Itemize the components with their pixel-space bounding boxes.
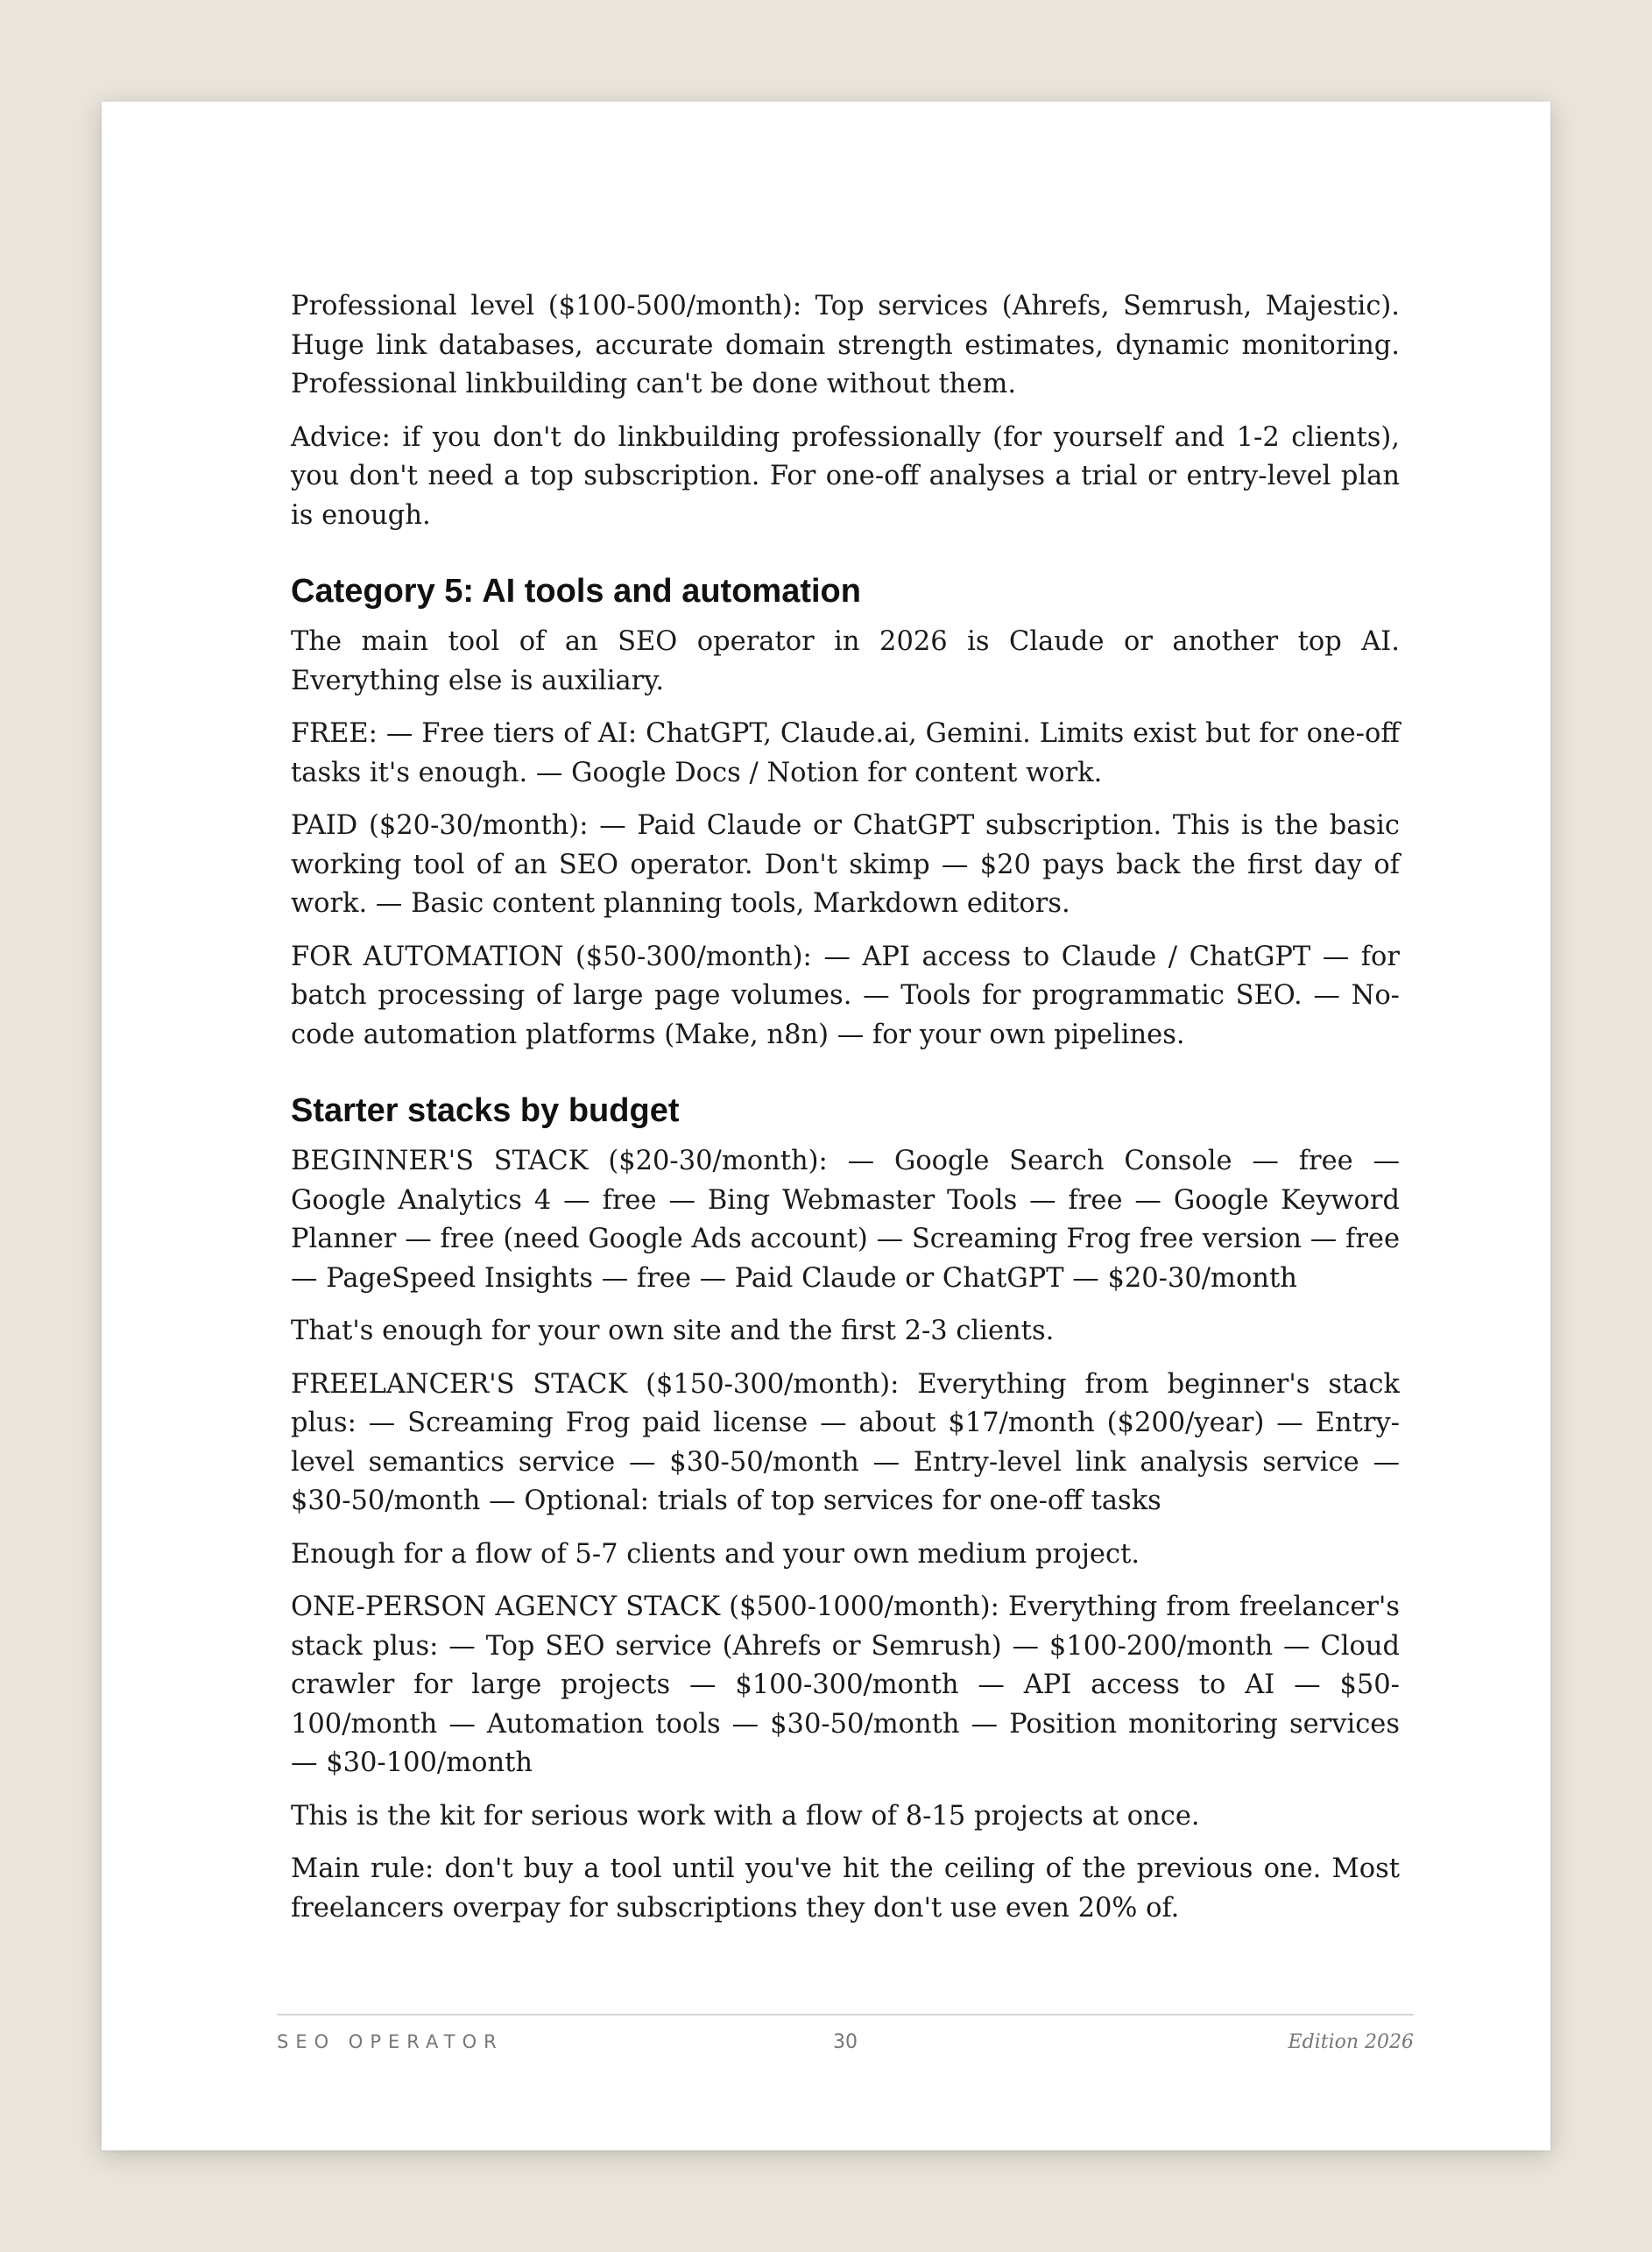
- paragraph-beginner-stack: BEGINNER'S STACK ($20-30/month): — Google Search Console — free — Google Analytics 4 — free — Bing Webmaster Tools — free — Google Keyword Planner — free (need Google Ads account) — Screaming Frog free version — free — PageSpeed Insights — free — Paid Claude or ChatGPT — $20-30/month: [291, 1146, 1400, 1294]
- paragraph-freelancer-note: Enough for a flow of 5-7 clients and your own medium project.: [291, 1538, 1140, 1570]
- paragraph-beginner-note: That's enough for your own site and the first 2-3 clients.: [291, 1316, 1055, 1346]
- paragraph-main-tool: The main tool of an SEO operator in 2026 is Claude or another top AI. Everything else is auxiliary.: [291, 626, 1400, 696]
- paragraph-free-ai: FREE: — Free tiers of AI: ChatGPT, Claude.ai, Gemini. Limits exist but for one-off tasks it's enough. — Google Docs / Notion for content work.: [291, 718, 1400, 788]
- footer-book-title: SEO OPERATOR: [277, 2031, 504, 2052]
- paragraph-professional-level: Professional level ($100-500/month): Top services (Ahrefs, Semrush, Majestic). Huge link databases, accurate domain strength estimates, dynamic monitoring. Professional linkbuilding can't be done without them.: [291, 291, 1400, 399]
- paragraph-agency-note: This is the kit for serious work with a flow of 8-15 projects at once.: [291, 1800, 1200, 1832]
- paragraph-freelancer-stack: FREELANCER'S STACK ($150-300/month): Everything from beginner's stack plus: — Screaming Frog paid license — about $17/month ($200/year) — Entry-level semantics service — $30-50/month — Entry-level link analysis service — $30-50/month — Optional: trials of top services for one-off tasks: [291, 1368, 1400, 1516]
- page-content: [291, 287, 1400, 1942]
- page-footer: [277, 2031, 1414, 2066]
- paragraph-automation: FOR AUTOMATION ($50-300/month): — API access to Claude / ChatGPT — for batch processing of large page volumes. — Tools for programmatic SEO. — No-code automation platforms (Make, n8n) — for your own pipelines.: [291, 941, 1400, 1050]
- heading-category-5: Category 5: AI tools and automation: [291, 573, 861, 610]
- paragraph-agency-stack: ONE-PERSON AGENCY STACK ($500-1000/month): Everything from freelancer's stack plus: — Top SEO service (Ahrefs or Semrush) — $100-200/month — Cloud crawler for large projects — $100-300/month — API access to AI — $50-100/month — Automation tools — $30-50/month — Position monitoring services — $30-100/month: [291, 1592, 1400, 1778]
- footer-divider: [277, 2014, 1414, 2016]
- document-page: [102, 102, 1550, 2150]
- paragraph-paid-ai: PAID ($20-30/month): — Paid Claude or ChatGPT subscription. This is the basic working tool of an SEO operator. Don't skimp — $20 pays back the first day of work. — Basic content planning tools, Markdown editors.: [291, 810, 1400, 919]
- paragraph-advice: Advice: if you don't do linkbuilding professionally (for yourself and 1-2 clients), you don't need a top subscription. For one-off analyses a trial or entry-level plan is enough.: [291, 421, 1400, 531]
- footer-edition: Edition 2026: [1288, 2031, 1414, 2053]
- footer-page-number: 30: [833, 2031, 858, 2053]
- paragraph-main-rule: Main rule: don't buy a tool until you've hit the ceiling of the previous one. Most freelancers overpay for subscriptions they don't use even 20% of.: [291, 1853, 1400, 1924]
- heading-starter-stacks: Starter stacks by budget: [291, 1092, 680, 1129]
